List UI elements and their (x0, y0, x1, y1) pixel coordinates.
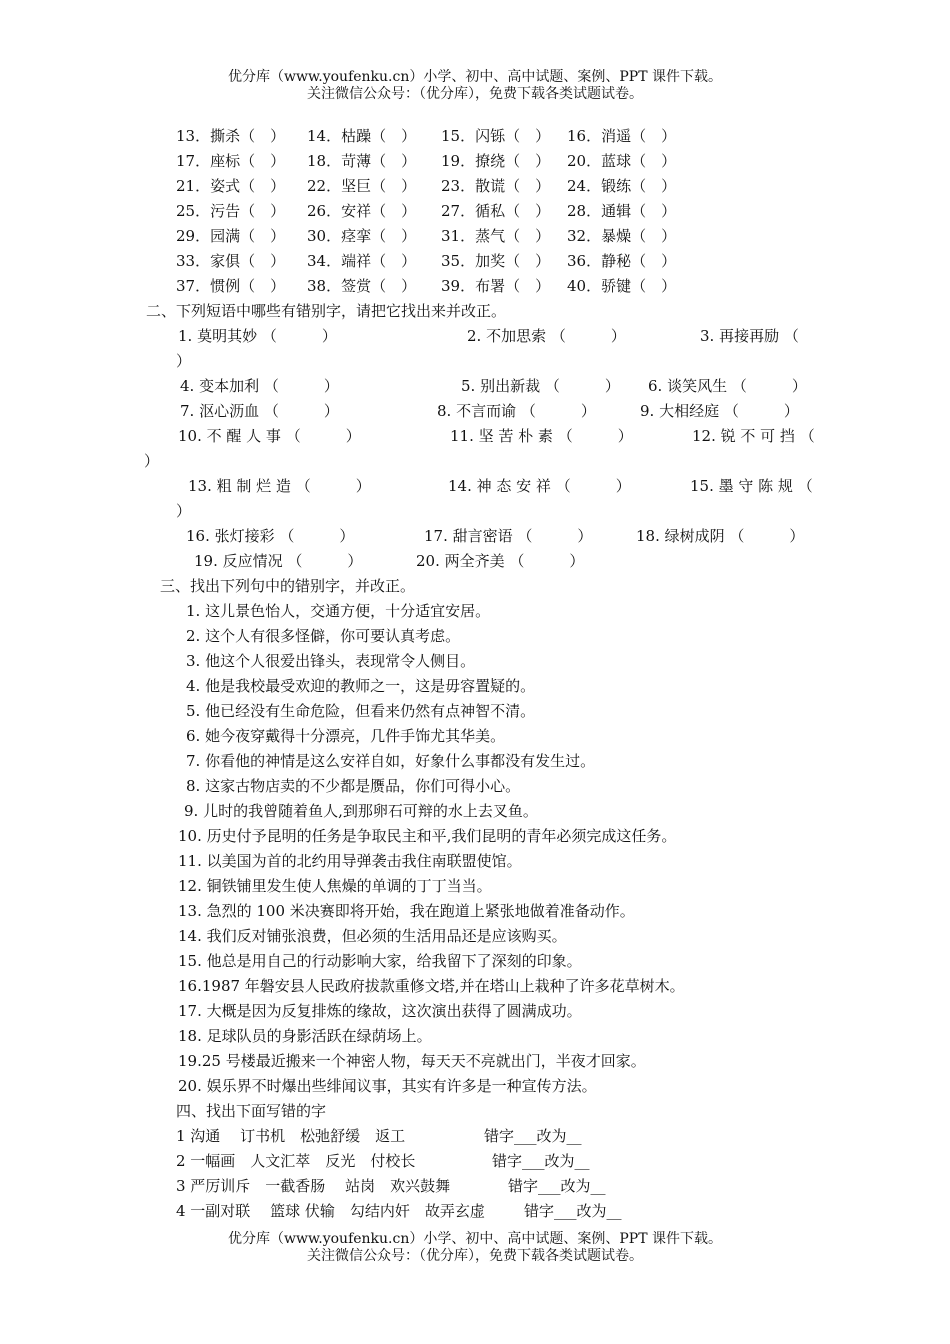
grid-item: 22．坚巨（ ） (307, 177, 417, 195)
sentence: 14. 我们反对铺张浪费，但必须的生活用品还是应该购买。 (178, 927, 567, 945)
grid-item: 38．签赏（ ） (307, 277, 417, 295)
section2-title: 二、下列短语中哪些有错别字，请把它找出来并改正。 (146, 302, 507, 320)
sentence: 6. 她今夜穿戴得十分漂亮，几件手饰尤其华美。 (186, 727, 506, 745)
phrase-item-close: ） (176, 502, 192, 520)
grid-item: 19．撩绕（ ） (441, 152, 551, 170)
sentence: 9. 儿时的我曾随着鱼人,到那卵石可辩的水上去叉鱼。 (184, 802, 538, 820)
grid-item: 40．骄键（ ） (567, 277, 677, 295)
grid-item: 13．撕杀（ ） (176, 127, 286, 145)
footer-line-2: 关注微信公众号：（优分库），免费下载各类试题试卷。 (307, 1248, 643, 1264)
grid-item: 17．座标（ ） (176, 152, 286, 170)
page-header (0, 69, 950, 103)
sentence: 17. 大概是因为反复排炼的缘故，这次演出获得了圆满成功。 (178, 1002, 582, 1020)
phrase-item: 5. 别出新裁 （ ） (461, 377, 620, 395)
grid-item: 14．枯躁（ ） (307, 127, 417, 145)
section4-answer: 错字___改为__ (492, 1152, 590, 1170)
sentence: 15. 他总是用自己的行动影响大家，给我留下了深刻的印象。 (178, 952, 582, 970)
grid-item: 35．加奖（ ） (441, 252, 551, 270)
phrase-item: 20. 两全齐美 （ ） (416, 552, 585, 570)
phrase-item: 18. 绿树成阴 （ ） (636, 527, 805, 545)
grid-item: 23．散谎（ ） (441, 177, 551, 195)
sentence: 20. 娱乐界不时爆出些绯闻议事，其实有许多是一种宣传方法。 (178, 1077, 597, 1095)
grid-item: 33．家俱（ ） (176, 252, 286, 270)
grid-item: 24．锻练（ ） (567, 177, 677, 195)
sentence: 7. 你看他的神情是这么安祥自如，好象什么事都没有发生过。 (186, 752, 596, 770)
grid-item: 21．姿式（ ） (176, 177, 286, 195)
sentence: 11. 以美国为首的北约用导弹袭击我住南联盟使馆。 (178, 852, 522, 870)
grid-item: 28．通辑（ ） (567, 202, 677, 220)
footer-line-1: 优分库（www.youfenku.cn）小学、初中、高中试题、案例、PPT 课件下载。 (227, 1231, 722, 1247)
grid-item: 26．安祥（ ） (307, 202, 417, 220)
section4-answer: 错字___改为__ (508, 1177, 606, 1195)
sentence: 16.1987 年磐安县人民政府拔款重修文塔,并在塔山上栽种了许多花草树木。 (178, 977, 685, 995)
phrase-item: 19. 反应情况 （ ） (194, 552, 363, 570)
phrase-item-close: ） (144, 452, 160, 470)
grid-item: 32．暴燥（ ） (567, 227, 677, 245)
phrase-item: 1. 莫明其妙 （ ） (178, 327, 337, 345)
sentence: 2. 这个人有很多怪僻，你可要认真考虑。 (186, 627, 461, 645)
grid-item: 27．循私（ ） (441, 202, 551, 220)
sentence: 19.25 号楼最近搬来一个神密人物，每天天不亮就出门，半夜才回家。 (178, 1052, 646, 1070)
sentence: 4. 他是我校最受欢迎的教师之一，这是毋容置疑的。 (186, 677, 536, 695)
grid-item: 20．蓝球（ ） (567, 152, 677, 170)
grid-item: 25．污告（ ） (176, 202, 286, 220)
phrase-item-close: ） (176, 352, 192, 370)
phrase-item: 7. 沤心沥血 （ ） (180, 402, 339, 420)
sentence: 12. 铜铁铺里发生使人焦燥的单调的丁丁当当。 (178, 877, 492, 895)
phrase-item: 15. 墨 守 陈 规 （ (690, 477, 813, 495)
phrase-item: 13. 粗 制 烂 造 （ ） (188, 477, 371, 495)
header-line-2: 关注微信公众号：（优分库），免费下载各类试题试卷。 (307, 86, 643, 102)
grid-item: 18．苛薄（ ） (307, 152, 417, 170)
phrase-item: 9. 大相经庭 （ ） (640, 402, 799, 420)
phrase-item: 10. 不 醒 人 事 （ ） (178, 427, 361, 445)
page-footer (0, 1231, 950, 1265)
grid-item: 31．蒸气（ ） (441, 227, 551, 245)
phrase-item: 2. 不加思索 （ ） (467, 327, 626, 345)
sentence: 5. 他已经没有生命危险，但看来仍然有点神智不清。 (186, 702, 536, 720)
phrase-item: 11. 坚 苦 朴 素 （ ） (450, 427, 633, 445)
phrase-item: 3. 再接再励 （ (700, 327, 799, 345)
grid-item: 34．端祥（ ） (307, 252, 417, 270)
grid-item: 39．布署（ ） (441, 277, 551, 295)
grid-item: 30．痉挛（ ） (307, 227, 417, 245)
header-line-1: 优分库（www.youfenku.cn）小学、初中、高中试题、案例、PPT 课件下载。 (227, 69, 722, 85)
section4-words: 1 沟通 订书机 松弛舒缓 返工 (176, 1127, 406, 1145)
phrase-item: 4. 变本加利 （ ） (180, 377, 339, 395)
sentence: 1. 这儿景色怡人，交通方便，十分适宜安居。 (186, 602, 491, 620)
grid-item: 15．闪铄（ ） (441, 127, 551, 145)
phrase-item: 8. 不言而谕 （ ） (437, 402, 596, 420)
phrase-item: 17. 甜言密语 （ ） (424, 527, 593, 545)
sentence: 8. 这家古物店卖的不少都是赝品，你们可得小心。 (186, 777, 521, 795)
phrase-item: 16. 张灯接彩 （ ） (186, 527, 355, 545)
section4-answer: 错字___改为__ (484, 1127, 582, 1145)
section4-words: 2 一幅画 人文汇萃 反光 付校长 (176, 1152, 416, 1170)
sentence: 13. 急烈的 100 米决赛即将开始，我在跑道上紧张地做着准备动作。 (178, 902, 635, 920)
phrase-item: 14. 神 态 安 祥 （ ） (448, 477, 631, 495)
phrase-item: 6. 谈笑风生 （ ） (648, 377, 807, 395)
grid-item: 37．惯例（ ） (176, 277, 286, 295)
grid-item: 16．消遥（ ） (567, 127, 677, 145)
grid-item: 36．静秘（ ） (567, 252, 677, 270)
section4-title: 四、找出下面写错的字 (176, 1102, 327, 1120)
phrase-item: 12. 锐 不 可 挡 （ (692, 427, 815, 445)
sentence: 18. 足球队员的身影活跃在绿荫场上。 (178, 1027, 432, 1045)
sentence: 10. 历史付予昆明的任务是争取民主和平,我们昆明的青年必须完成这任务。 (178, 827, 677, 845)
section4-words: 4 一副对联 篮球 伏输 勾结内奸 故弄玄虚 (176, 1202, 485, 1220)
section3-title: 三、找出下列句中的错别字，并改正。 (160, 577, 416, 595)
section4-words: 3 严厉训斥 一截香肠 站岗 欢兴鼓舞 (176, 1177, 451, 1195)
section4-answer: 错字___改为__ (524, 1202, 622, 1220)
grid-item: 29．园满（ ） (176, 227, 286, 245)
sentence: 3. 他这个人很爱出锋头，表现常令人侧目。 (186, 652, 476, 670)
